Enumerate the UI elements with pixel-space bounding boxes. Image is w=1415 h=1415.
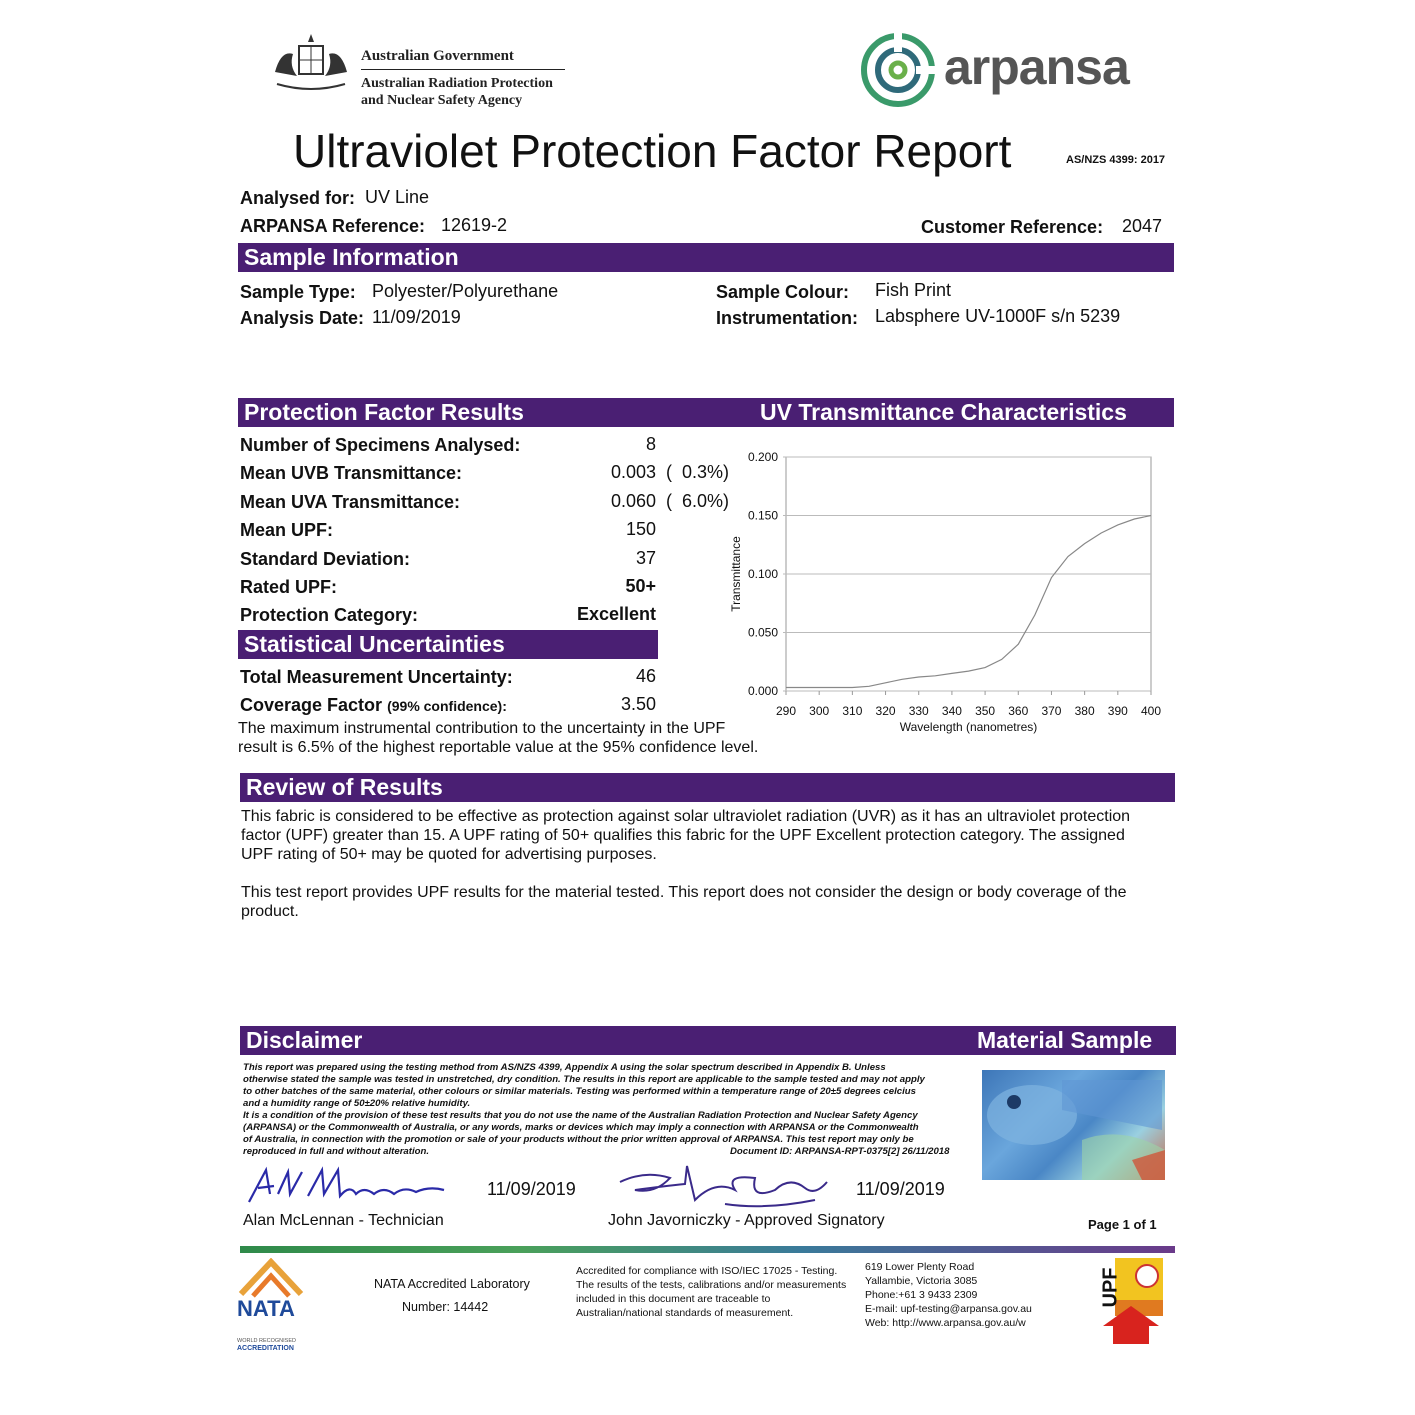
nata-sub-1: WORLD RECOGNISED — [237, 1338, 296, 1344]
x-tick-label: 390 — [1107, 704, 1128, 718]
x-tick-label: 400 — [1140, 704, 1162, 718]
result-label: Standard Deviation: — [240, 549, 411, 569]
disclaimer-line: reproduced in full and without alteration. — [243, 1146, 430, 1157]
uncertainty-note-1: The maximum instrumental contribution to the uncertainty in the UPF — [238, 720, 726, 737]
gov-divider — [361, 69, 565, 70]
y-tick-label: 0.000 — [747, 684, 778, 698]
x-tick-label: 380 — [1074, 704, 1095, 718]
instrumentation-label: Instrumentation: — [716, 308, 858, 328]
analysed-for-label: Analysed for: — [240, 188, 356, 208]
sample-colour-value: Fish Print — [875, 280, 952, 300]
disclaimer-line: (ARPANSA) or the Commonwealth of Australia, or any words, marks or devices which may imply a connection with ARPANSA or the Commonwealth — [243, 1122, 919, 1133]
result-label: Number of Specimens Analysed: — [240, 435, 521, 455]
address-block — [865, 1260, 1032, 1330]
x-tick-label: 340 — [941, 704, 962, 718]
analysed-for-value: UV Line — [365, 187, 430, 207]
result-value: 37 — [635, 548, 656, 568]
nata-logo — [236, 1258, 306, 1354]
results-header-bar — [238, 398, 1174, 427]
sig1-name: Alan McLennan - Technician — [243, 1212, 444, 1229]
instrumentation-value: Labsphere UV-1000F s/n 5239 — [875, 306, 1121, 326]
x-tick-label: 320 — [875, 704, 896, 718]
nata-wordmark: NATA — [237, 1296, 295, 1321]
accr-line-3: included in this document are traceable to — [576, 1293, 771, 1305]
addr-line-1: 619 Lower Plenty Road — [865, 1261, 975, 1273]
material-sample-heading: Material Sample — [977, 1027, 1153, 1053]
disclaimer-text — [243, 1062, 973, 1158]
result-value: 0.060 — [610, 491, 656, 511]
footer-gradient-rule — [240, 1246, 1175, 1253]
review-header: Review of Results — [240, 773, 1175, 802]
sample-colour-label: Sample Colour: — [716, 282, 850, 302]
document-id: Document ID: ARPANSA-RPT-0375[2] 26/11/2018 — [730, 1146, 950, 1157]
uncertainty-header: Statistical Uncertainties — [238, 630, 658, 659]
disclaimer-heading: Disclaimer — [246, 1027, 363, 1053]
review-para-1-line-2: factor (UPF) greater than 15. A UPF rating of 50+ qualifies this fabric for the UPF Excellent protection category. The assigned — [241, 827, 1125, 844]
sig2-name: John Javorniczky - Approved Signatory — [608, 1212, 885, 1229]
result-label: Mean UVA Transmittance: — [240, 492, 461, 512]
y-axis-label: Transmittance — [729, 536, 743, 612]
result-value: 150 — [625, 519, 656, 539]
review-para-1-line-1: This fabric is considered to be effective as protection against solar ultraviolet radiation (UVR) as it has an ultraviolet protection — [241, 808, 1131, 825]
gov-line-3: and Nuclear Safety Agency — [361, 93, 523, 108]
result-label: Mean UVB Transmittance: — [240, 463, 463, 483]
sig2-date: 11/09/2019 — [856, 1179, 945, 1199]
upf-logo — [1095, 1256, 1167, 1348]
addr-email-link[interactable]: E-mail: upf-testing@arpansa.gov.au — [865, 1303, 1032, 1315]
y-tick-label: 0.050 — [747, 625, 778, 640]
accr-line-4: Australian/national standards of measurement. — [576, 1307, 794, 1319]
accr-line-1: Accredited for compliance with ISO/IEC 17025 - Testing. — [576, 1265, 838, 1277]
result-value: 50+ — [625, 576, 656, 596]
arpansa-logo-icon — [858, 30, 938, 110]
sample-type-value: Polyester/Polyurethane — [372, 281, 559, 301]
disclaimer-header-bar — [240, 1026, 1176, 1055]
x-tick-label: 310 — [842, 704, 863, 718]
uncertainty-note-2: result is 6.5% of the highest reportable value at the 95% confidence level. — [238, 739, 759, 756]
gov-line-2: Australian Radiation Protection — [361, 76, 553, 91]
x-tick-label: 370 — [1041, 704, 1062, 718]
x-tick-label: 290 — [775, 704, 797, 718]
addr-web-link[interactable]: Web: http://www.arpansa.gov.au/w — [865, 1317, 1026, 1329]
arpansa-brand: arpansa — [944, 39, 1129, 95]
disclaimer-line: This report was prepared using the testing method from AS/NZS 4399, Appendix A using the solar spectrum described in Appendix B. Unless — [243, 1062, 886, 1073]
tmu-label: Total Measurement Uncertainty: — [240, 667, 513, 687]
signature-mclennan — [244, 1164, 449, 1209]
disclaimer-line: to other batches of the same material, other colours or similar materials. Testing was performed within a temperature range of 20±5 degrees celcius — [243, 1086, 916, 1097]
page-number: Page 1 of 1 — [1088, 1217, 1157, 1232]
y-tick-label: 0.100 — [747, 567, 778, 581]
material-sample-image — [982, 1070, 1165, 1180]
x-axis-label: Wavelength (nanometres) — [899, 720, 1038, 734]
result-percent: ( 6.0%) — [666, 491, 730, 511]
addr-line-3: Phone:+61 3 9433 2309 — [865, 1289, 978, 1301]
x-tick-label: 360 — [1008, 704, 1029, 718]
coverage-factor-label — [240, 695, 507, 716]
disclaimer-line: and a humidity range of 50±20% relative humidity. — [243, 1098, 471, 1109]
chart-heading: UV Transmittance Characteristics — [760, 399, 1127, 425]
accr-line-2: The results of the tests, calibrations and/or measurements — [576, 1279, 847, 1291]
page-title: Ultraviolet Protection Factor Report — [293, 125, 1012, 177]
nata-chevron-icon — [236, 1258, 306, 1298]
standard-ref: AS/NZS 4399: 2017 — [1066, 154, 1166, 166]
coverage-factor-sub: (99% confidence): — [387, 698, 507, 714]
sample-info-header: Sample Information — [238, 243, 1174, 272]
nata-sub-2: ACCREDITATION — [237, 1345, 294, 1352]
sig1-date: 11/09/2019 — [487, 1179, 576, 1199]
customer-ref-value: 2047 — [1122, 216, 1163, 236]
lab-line-2: Number: 14442 — [402, 1300, 489, 1314]
result-label: Protection Category: — [240, 605, 419, 625]
result-percent: ( 0.3%) — [666, 462, 730, 482]
review-para-2-line-1: This test report provides UPF results for the material tested. This report does not consider the design or body coverage of the — [241, 884, 1127, 901]
accreditation-text — [576, 1264, 846, 1320]
sample-type-label: Sample Type: — [240, 282, 356, 302]
analysis-date-label: Analysis Date: — [240, 308, 365, 328]
result-value: 8 — [645, 434, 656, 454]
lab-line-1: NATA Accredited Laboratory — [374, 1277, 530, 1291]
x-tick-label: 330 — [908, 704, 929, 718]
arpansa-ref-value: 12619-2 — [441, 215, 508, 235]
upf-logo-text: UPF — [1099, 1267, 1122, 1308]
coverage-factor-main: Coverage Factor — [240, 695, 383, 715]
disclaimer-line: It is a condition of the provision of these test results that you do not use the name of the Australian Radiation Protection and Nuclear Safety Agency — [243, 1110, 918, 1121]
government-crest — [267, 32, 355, 96]
disclaimer-line: otherwise stated the sample was tested in unstretched, dry condition. The results in this report are applicable to the sample tested and may not apply — [243, 1074, 925, 1085]
result-value: Excellent — [576, 604, 656, 624]
y-tick-label: 0.150 — [747, 508, 778, 523]
gov-line-1: Australian Government — [361, 48, 514, 64]
signature-javorniczky — [615, 1160, 835, 1210]
transmittance-chart — [720, 440, 1180, 740]
x-tick-label: 350 — [975, 704, 996, 718]
tmu-value: 46 — [635, 666, 656, 686]
disclaimer-line: of Australia, in connection with the promotion or sale of your products without the prior written approval of ARPANSA. This test report may only be — [243, 1134, 914, 1145]
result-label: Rated UPF: — [240, 577, 338, 597]
x-tick-label: 300 — [809, 704, 830, 718]
customer-ref-label: Customer Reference: — [921, 217, 1104, 237]
arpansa-ref-label: ARPANSA Reference: — [240, 216, 426, 236]
coverage-factor-value: 3.50 — [620, 694, 656, 714]
results-heading: Protection Factor Results — [244, 399, 524, 425]
addr-line-2: Yallambie, Victoria 3085 — [865, 1275, 978, 1287]
y-tick-label: 0.200 — [747, 450, 778, 464]
result-label: Mean UPF: — [240, 520, 334, 540]
analysis-date-value: 11/09/2019 — [372, 307, 461, 327]
review-para-2-line-2: product. — [241, 903, 299, 920]
review-para-1-line-3: UPF rating of 50+ may be quoted for advertising purposes. — [241, 846, 657, 863]
result-value: 0.003 — [610, 462, 656, 482]
